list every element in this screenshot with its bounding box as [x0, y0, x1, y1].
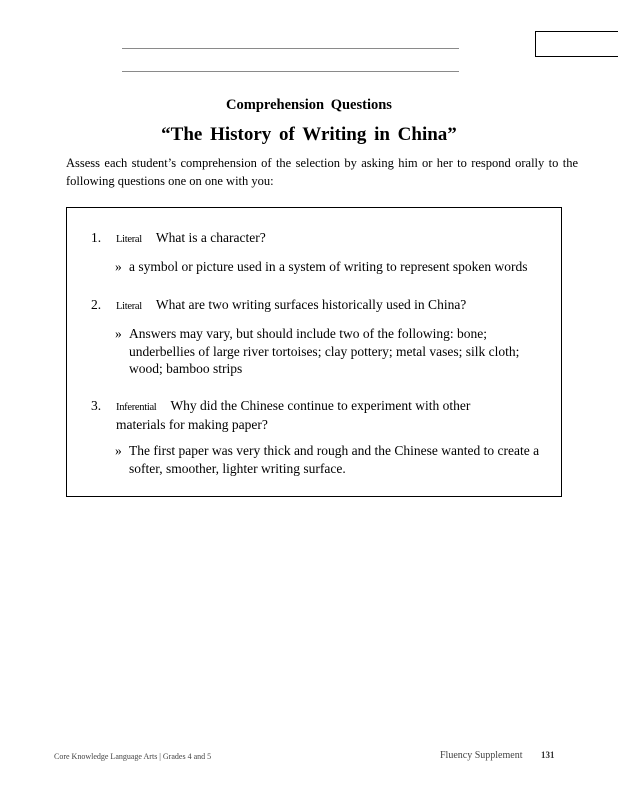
- question-2: [91, 296, 541, 315]
- question-3: [91, 397, 541, 433]
- question-type: Literal: [116, 301, 142, 312]
- answer-bullet: »: [115, 443, 122, 458]
- question-type: Literal: [116, 234, 142, 245]
- footer-series: Core Knowledge Language Arts | Grades 4 and 5: [54, 752, 212, 761]
- answer-bullet: »: [115, 259, 122, 274]
- answer-text: The first paper was very thick and rough and the Chinese wanted to create a softer, smoother, lighter writing surface.: [129, 443, 540, 476]
- answer-text: Answers may vary, but should include two of the following: bone; underbellies of large river tortoises; clay pottery; metal vases; silk cloth; wood; bamboo strips: [129, 326, 520, 376]
- answer-text: a symbol or picture used in a system of writing to represent spoken words: [129, 259, 528, 274]
- intro-paragraph: Assess each student’s comprehension of the selection by asking him or her to respond orally to the following questions one on one with you:: [66, 156, 578, 188]
- question-text: Why did the Chinese continue to experiment with other: [170, 398, 471, 413]
- question-number: 1.: [91, 230, 102, 245]
- question-text-continued: materials for making paper?: [116, 417, 268, 432]
- answer-1: [115, 258, 555, 276]
- question-text: What are two writing surfaces historically used in China?: [155, 297, 467, 312]
- question-1: [91, 229, 541, 248]
- question-type: Inferential: [116, 402, 157, 413]
- page-subtitle: Comprehension Questions: [226, 97, 392, 113]
- answer-2: [115, 325, 555, 378]
- questions-box: [66, 207, 562, 497]
- question-number: 3.: [91, 398, 102, 413]
- date-line: [122, 71, 459, 72]
- page-title: “The History of Writing in China”: [161, 124, 457, 145]
- answer-3: [115, 442, 555, 477]
- footer-book: Fluency Supplement: [440, 750, 523, 761]
- corner-box: [535, 31, 618, 57]
- question-number: 2.: [91, 297, 102, 312]
- page-number: 131: [541, 750, 555, 760]
- answer-bullet: »: [115, 326, 122, 341]
- name-line: [122, 48, 459, 49]
- question-text: What is a character?: [155, 230, 266, 245]
